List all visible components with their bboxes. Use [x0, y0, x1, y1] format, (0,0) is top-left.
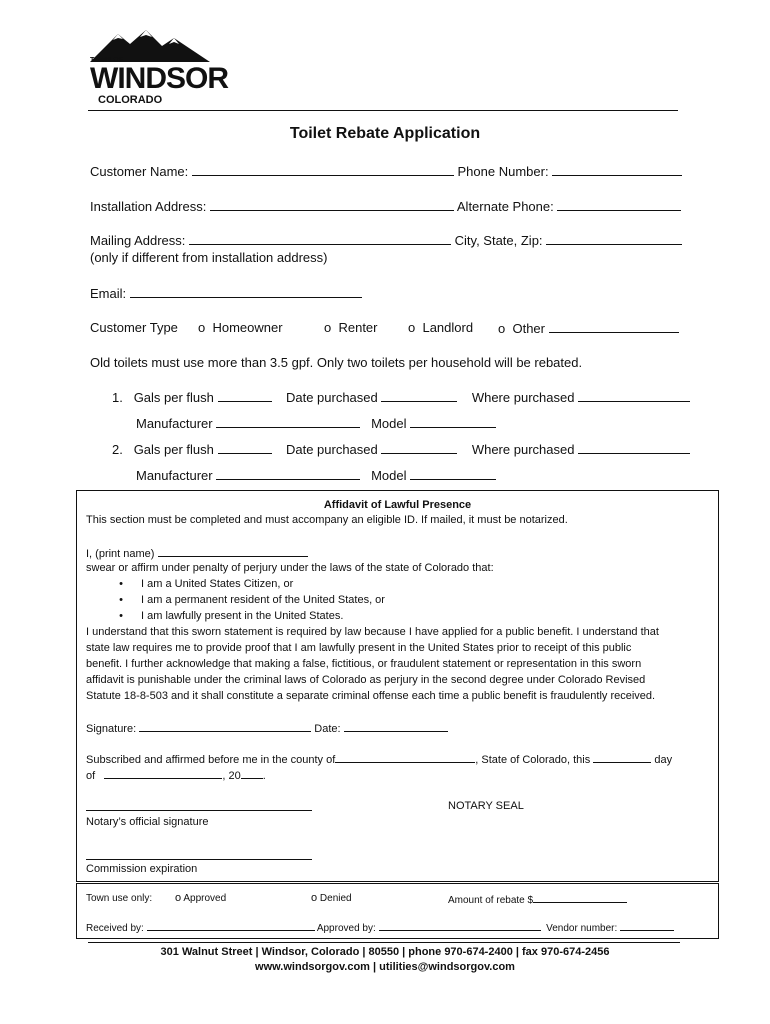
- state-of-colorado-label: , State of Colorado, this: [475, 754, 591, 766]
- customer-name-label: Customer Name:: [90, 164, 189, 179]
- toilet-2-manufacturer-field[interactable]: [216, 467, 360, 480]
- print-name-row: [86, 546, 308, 560]
- toilet-2-model-field[interactable]: [410, 467, 496, 480]
- affidavit-paragraph-line-1: I understand that this sworn statement is required by law because I have applied for a public benefit. I understand that: [86, 626, 659, 638]
- radio-circle-icon: o: [324, 320, 332, 335]
- installation-address-row: [90, 198, 681, 214]
- town-use-label: Town use only:: [86, 893, 153, 904]
- model-label: Model: [371, 416, 407, 431]
- radio-circle-icon: o: [311, 892, 318, 904]
- bullet-icon: •: [119, 610, 123, 622]
- footer-contact: www.windsorgov.com | utilities@windsorgov.com: [255, 961, 515, 973]
- email-row: [90, 285, 362, 301]
- amount-row: [448, 893, 627, 906]
- alternate-phone-label: Alternate Phone:: [456, 199, 554, 214]
- page-title: Toilet Rebate Application: [289, 125, 481, 142]
- date-label: Date:: [314, 723, 341, 735]
- commission-line[interactable]: [86, 859, 312, 860]
- gals-label: Gals per flush: [133, 390, 214, 405]
- bullet-text: I am lawfully present in the United States.: [141, 610, 344, 622]
- radio-circle-icon: o: [498, 321, 506, 336]
- town-logo: [88, 26, 228, 108]
- option-landlord-label: Landlord: [422, 320, 474, 335]
- notary-seal: NOTARY SEAL: [448, 800, 524, 812]
- other-field[interactable]: [549, 320, 679, 333]
- notary-signature-line[interactable]: [86, 810, 312, 811]
- radio-circle-icon: o: [408, 320, 416, 335]
- day-field[interactable]: [593, 752, 651, 763]
- affidavit-heading: Affidavit of Lawful Presence: [323, 499, 472, 511]
- approved-by-label: Approved by:: [316, 923, 376, 934]
- toilet-2-where-field[interactable]: [578, 441, 690, 454]
- vendor-number-field[interactable]: [620, 921, 674, 931]
- commission-label: Commission expiration: [86, 863, 198, 875]
- phone-number-label: Phone Number:: [457, 164, 549, 179]
- option-other-label: Other: [512, 321, 545, 336]
- toilet-number: 1.: [112, 390, 123, 405]
- radio-circle-icon: o: [198, 320, 206, 335]
- of-row: of , 20 .: [86, 770, 266, 782]
- affidavit-intro: This section must be completed and must accompany an eligible ID. If mailed, it must be notarized.: [86, 514, 568, 526]
- affidavit-bullet-3: [101, 610, 343, 622]
- bullet-text: I am a United States Citizen, or: [141, 578, 294, 590]
- day-label: day: [654, 754, 673, 766]
- footer-rule: [88, 942, 680, 943]
- option-homeowner-label: Homeowner: [212, 320, 283, 335]
- option-renter-label: Renter: [338, 320, 378, 335]
- denied-label: Denied: [319, 893, 352, 904]
- date-purchased-label: Date purchased: [285, 442, 378, 457]
- affidavit-bullet-2: [101, 594, 385, 606]
- notary-signature-label: Notary’s official signature: [86, 816, 209, 828]
- model-label: Model: [371, 468, 407, 483]
- subscribed-label: Subscribed and affirmed before me in the county of: [86, 754, 336, 766]
- of-label: of: [86, 770, 96, 782]
- affidavit-paragraph-line-4: affidavit is punishable under the criminal laws of Colorado as perjury in the second degree under Colorado Revised: [86, 674, 646, 686]
- footer-address: 301 Walnut Street | Windsor, Colorado | 80550 | phone 970-674-2400 | fax 970-674-2456: [160, 946, 610, 958]
- bullet-text: I am a permanent resident of the United States, or: [141, 594, 385, 606]
- affidavit-paragraph-line-3: benefit. I further acknowledge that making a false, fictitious, or fraudulent statement or representation in this sworn: [86, 658, 642, 670]
- swear-text: swear or affirm under penalty of perjury under the laws of the state of Colorado that:: [86, 562, 494, 574]
- where-purchased-label: Where purchased: [471, 390, 575, 405]
- email-field[interactable]: [130, 285, 362, 298]
- county-field[interactable]: [335, 752, 475, 763]
- city-state-zip-label: City, State, Zip:: [454, 233, 543, 248]
- toilet-1-row-a: [112, 389, 690, 405]
- alternate-phone-field[interactable]: [557, 198, 681, 211]
- received-by-label: Received by:: [86, 923, 144, 934]
- customer-name-field[interactable]: [192, 163, 454, 176]
- logo-state: COLORADO: [98, 94, 163, 106]
- option-other[interactable]: [498, 320, 679, 336]
- header-rule: [88, 110, 678, 111]
- year-prefix-label: , 20: [222, 770, 241, 782]
- affidavit-bullet-1: [101, 578, 293, 590]
- toilet-1-model-field[interactable]: [410, 415, 496, 428]
- date-purchased-label: Date purchased: [285, 390, 378, 405]
- affidavit-paragraph-line-2: state law requires me to provide proof that I am lawfully present in the United States prior to receipt of this public: [86, 642, 632, 654]
- signature-field[interactable]: [139, 721, 311, 732]
- customer-type-label: Customer Type: [90, 320, 178, 335]
- installation-address-field[interactable]: [210, 198, 454, 211]
- denied-option[interactable]: [311, 892, 352, 904]
- received-by-field[interactable]: [147, 921, 315, 931]
- customer-name-row: [90, 163, 682, 179]
- toilet-1-manufacturer-field[interactable]: [216, 415, 360, 428]
- logo-town-of: TOWN OF: [90, 57, 123, 64]
- option-landlord[interactable]: [408, 320, 473, 335]
- affidavit-box: [76, 490, 719, 882]
- toilet-1-where-field[interactable]: [578, 389, 690, 402]
- mailing-address-row: [90, 232, 682, 248]
- mailing-address-field[interactable]: [189, 232, 451, 245]
- option-homeowner[interactable]: [198, 320, 283, 335]
- radio-circle-icon: o: [175, 892, 182, 904]
- approved-by-field[interactable]: [379, 921, 541, 931]
- manufacturer-label: Manufacturer: [136, 468, 213, 483]
- gals-label: Gals per flush: [133, 442, 214, 457]
- date-field[interactable]: [344, 721, 448, 732]
- approved-option[interactable]: [175, 892, 226, 904]
- toilet-2-date-field[interactable]: [381, 441, 457, 454]
- vendor-number-label: Vendor number:: [546, 923, 618, 934]
- city-state-zip-field[interactable]: [546, 232, 682, 245]
- toilet-number: 2.: [112, 442, 123, 457]
- where-purchased-label: Where purchased: [471, 442, 575, 457]
- year-field[interactable]: [241, 768, 263, 779]
- logo-name: WINDSOR: [90, 62, 228, 95]
- bullet-icon: •: [119, 594, 123, 606]
- print-name-label: I, (print name): [86, 548, 155, 560]
- mailing-address-label: Mailing Address:: [90, 233, 186, 248]
- month-field[interactable]: [104, 768, 222, 779]
- toilet-2-row-a: [112, 441, 690, 457]
- amount-field[interactable]: [533, 893, 627, 903]
- toilet-2-row-b: [136, 467, 496, 483]
- affidavit-paragraph-line-5: Statute 18-8-503 and it shall constitute a separate criminal offense each time a public benefit is fraudulently received.: [86, 690, 656, 702]
- option-renter[interactable]: [324, 320, 378, 335]
- toilet-1-row-b: [136, 415, 496, 431]
- toilet-1-gals-field[interactable]: [218, 389, 272, 402]
- print-name-field[interactable]: [158, 546, 308, 557]
- toilet-2-gals-field[interactable]: [218, 441, 272, 454]
- installation-address-label: Installation Address:: [90, 199, 207, 214]
- signature-label: Signature:: [86, 723, 137, 735]
- phone-number-field[interactable]: [552, 163, 682, 176]
- approved-label: Approved: [183, 893, 227, 904]
- mailing-note: (only if different from installation address): [90, 250, 328, 265]
- amount-label: Amount of rebate $: [448, 895, 534, 906]
- subscribed-row: [86, 752, 672, 766]
- town-use-box: [76, 883, 719, 939]
- toilet-1-date-field[interactable]: [381, 389, 457, 402]
- received-approved-row: [86, 921, 674, 934]
- bullet-icon: •: [119, 578, 123, 590]
- signature-row: [86, 721, 448, 735]
- old-toilets-note: Old toilets must use more than 3.5 gpf. Only two toilets per household will be rebated.: [90, 355, 583, 370]
- email-label: Email:: [90, 286, 127, 301]
- manufacturer-label: Manufacturer: [136, 416, 213, 431]
